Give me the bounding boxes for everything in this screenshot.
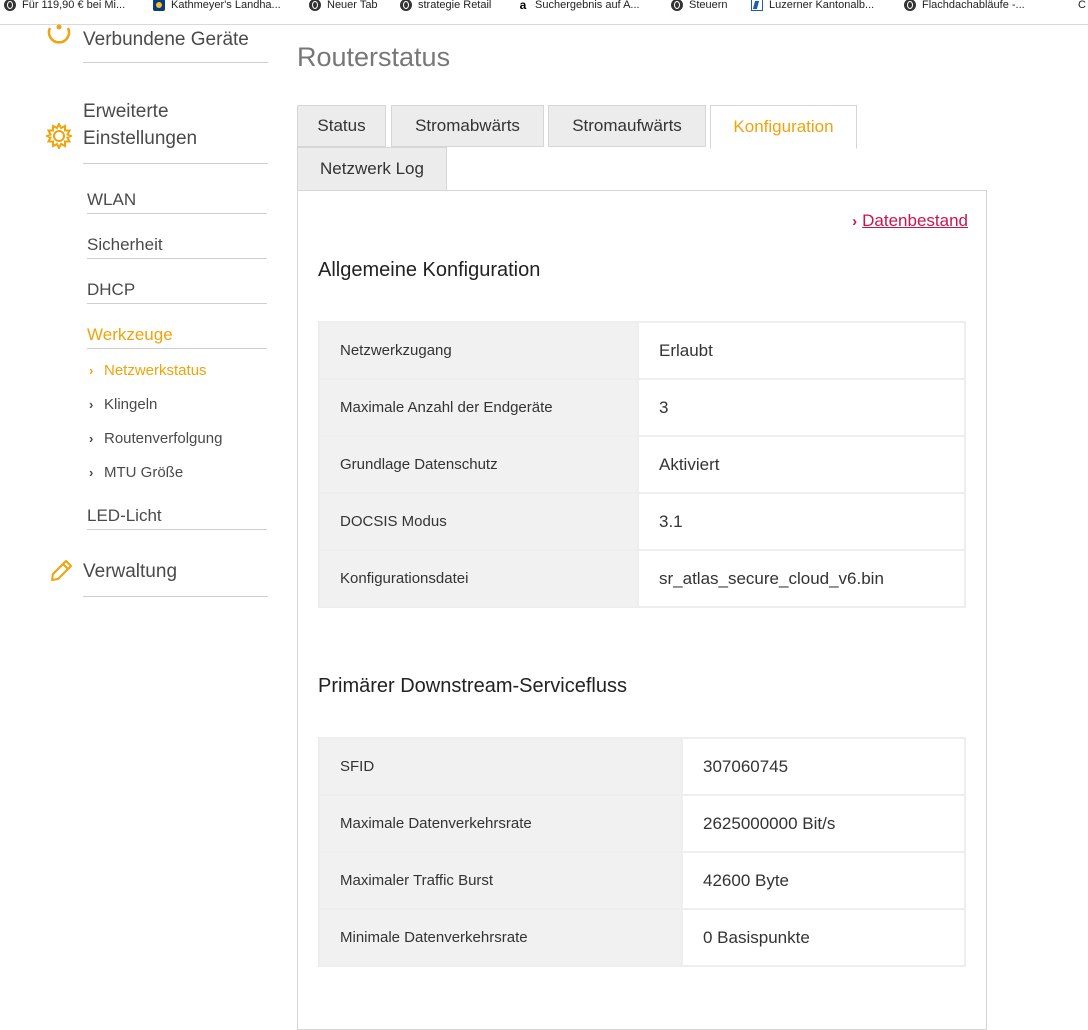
bookmark-label: Flachdachabläufe -... [922, 0, 1025, 11]
bookmark-label: Suchergebnis auf A... [535, 0, 640, 11]
lukb-icon [751, 0, 763, 11]
chevron-right-icon: › [852, 212, 858, 230]
bookmark-item[interactable] [153, 0, 281, 13]
sidebar-item-label: Erweiterte Einstellungen [83, 101, 198, 149]
bookmark-item[interactable] [309, 0, 378, 13]
row-key: SFID [320, 739, 681, 794]
bookmark-item[interactable] [904, 0, 1025, 13]
bookmark-label: strategie Retail [418, 0, 492, 11]
downstream-flow-heading: Primärer Downstream-Servicefluss [318, 675, 627, 697]
row-key: Grundlage Datenschutz [320, 437, 637, 492]
sidebar [0, 24, 280, 1022]
bookmark-item[interactable] [517, 0, 640, 13]
sidebar-item-label: WLAN [87, 190, 137, 209]
row-value: Erlaubt [639, 323, 964, 378]
general-config-table [318, 321, 966, 608]
sidebar-item-label: Verwaltung [83, 561, 178, 582]
bookmark-label: Kathmeyer's Landha... [171, 0, 281, 11]
table-row [320, 551, 964, 606]
row-key: Minimale Datenverkehrsrate [320, 910, 681, 965]
tab-configuration[interactable] [710, 105, 857, 149]
tab-label: Stromabwärts [415, 116, 520, 135]
pencil-icon [48, 558, 74, 584]
bookmark-label: Neuer Tab [327, 0, 378, 11]
globe-icon [309, 0, 321, 11]
tab-status[interactable] [297, 105, 386, 147]
row-value: 307060745 [683, 739, 964, 794]
sidebar-subitem-traceroute[interactable] [89, 430, 222, 448]
table-row [320, 853, 964, 908]
row-value: 0 Basispunkte [683, 910, 964, 965]
sidebar-subitem-label: Routenverfolgung [104, 430, 223, 447]
sidebar-item-label: Verbundene Geräte [83, 29, 249, 50]
sidebar-item-led[interactable] [87, 505, 267, 530]
row-key: DOCSIS Modus [320, 494, 637, 549]
sidebar-item-advanced-settings[interactable] [83, 98, 243, 162]
globe-icon [400, 0, 412, 11]
chevron-right-icon: › [89, 397, 94, 412]
sidebar-item-administration[interactable] [83, 558, 268, 597]
table-row [320, 380, 964, 435]
bookmark-item[interactable] [1078, 0, 1086, 13]
amazon-icon: a [517, 0, 529, 11]
datenbestand-link-label: Datenbestand [862, 211, 968, 230]
sidebar-subitem-ping[interactable] [89, 396, 157, 414]
tab-network-log[interactable] [297, 147, 447, 191]
table-row [320, 739, 964, 794]
sidebar-item-tools[interactable] [87, 324, 267, 349]
tab-upstream[interactable] [548, 105, 706, 147]
tab-label: Stromaufwärts [572, 116, 682, 135]
bookmark-item[interactable] [751, 0, 874, 13]
bookmark-label: C [1078, 0, 1086, 11]
bookmark-item[interactable] [4, 0, 125, 13]
tab-label: Konfiguration [733, 117, 834, 136]
chevron-right-icon: › [89, 363, 94, 378]
sidebar-subitem-label: Netzwerkstatus [104, 362, 207, 379]
row-key: Maximaler Traffic Burst [320, 853, 681, 908]
table-row [320, 494, 964, 549]
chevron-right-icon: › [89, 465, 94, 480]
bookmark-label: Luzerner Kantonalb... [769, 0, 875, 11]
row-value: 2625000000 Bit/s [683, 796, 964, 851]
row-key: Konfigurationsdatei [320, 551, 637, 606]
sidebar-subitem-network-status[interactable] [89, 362, 207, 380]
tab-label: Netzwerk Log [320, 159, 424, 178]
globe-icon [4, 0, 16, 11]
sidebar-item-label: LED-Licht [87, 506, 162, 525]
sidebar-item-security[interactable] [87, 234, 267, 259]
bookmark-label: Für 119,90 € bei Mi... [22, 0, 126, 11]
sidebar-item-dhcp[interactable] [87, 279, 267, 304]
table-row [320, 796, 964, 851]
divider [83, 163, 268, 164]
page-title: Routerstatus [297, 42, 451, 72]
sidebar-item-label: Sicherheit [87, 235, 163, 254]
row-value: 42600 Byte [683, 853, 964, 908]
row-key: Netzwerkzugang [320, 323, 637, 378]
connected-devices-icon [46, 24, 72, 50]
tab-label: Status [317, 116, 366, 135]
row-value: Aktiviert [639, 437, 964, 492]
globe-icon [904, 0, 916, 11]
sidebar-subitem-label: Klingeln [104, 396, 158, 413]
bookmark-item[interactable] [671, 0, 728, 13]
sidebar-item-label: Werkzeuge [87, 325, 173, 344]
sidebar-subitem-label: MTU Größe [104, 464, 184, 481]
bookmark-label: Steuern [689, 0, 728, 11]
row-key: Maximale Datenverkehrsrate [320, 796, 681, 851]
gear-icon [46, 123, 72, 149]
row-key: Maximale Anzahl der Endgeräte [320, 380, 637, 435]
sidebar-item-connected-devices[interactable] [83, 26, 268, 63]
badge-icon [153, 0, 165, 11]
table-row [320, 323, 964, 378]
downstream-flow-table [318, 737, 966, 967]
sidebar-item-label: DHCP [87, 280, 136, 299]
sidebar-item-wlan[interactable] [87, 189, 267, 214]
datenbestand-link[interactable] [852, 211, 968, 231]
row-value: sr_atlas_secure_cloud_v6.bin [639, 551, 964, 606]
bookmark-item[interactable] [400, 0, 491, 13]
row-value: 3.1 [639, 494, 964, 549]
chevron-right-icon: › [89, 431, 94, 446]
sidebar-subitem-mtu-size[interactable] [89, 464, 183, 482]
table-row [320, 437, 964, 492]
general-config-heading: Allgemeine Konfiguration [318, 259, 541, 281]
tab-downstream[interactable] [391, 105, 544, 147]
row-value: 3 [639, 380, 964, 435]
bookmarks-bar [0, 0, 1088, 25]
globe-icon [671, 0, 683, 11]
table-row [320, 910, 964, 965]
